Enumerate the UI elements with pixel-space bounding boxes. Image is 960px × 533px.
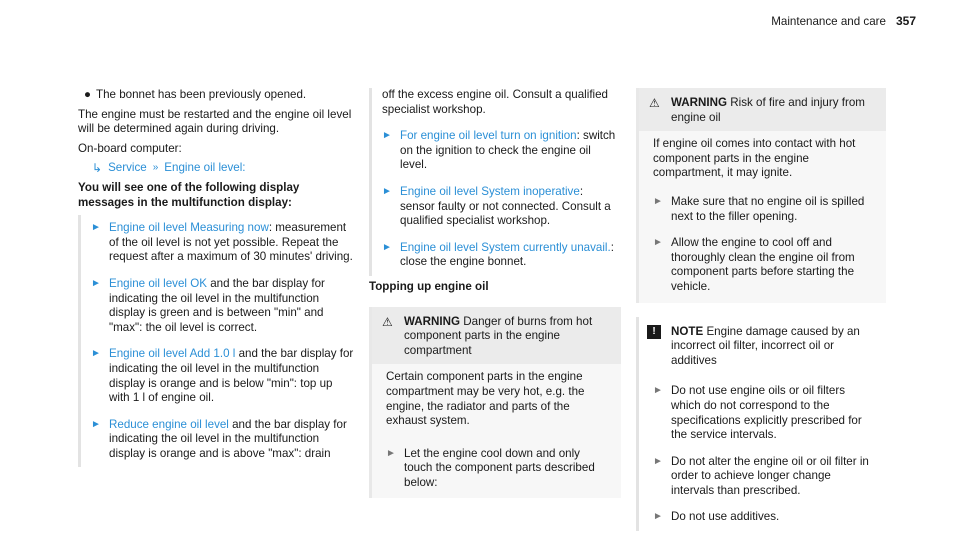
note-step: ► Do not use additives. <box>653 510 780 524</box>
play-arrow-icon: ► <box>653 195 663 207</box>
warning-header: ⚠ WARNING Risk of fire and injury from engine oil <box>639 88 886 131</box>
section-heading: Topping up engine oil <box>369 279 489 293</box>
play-arrow-icon: ► <box>382 241 392 253</box>
exclamation-icon: ! <box>647 325 661 339</box>
play-arrow-icon: ► <box>653 511 663 523</box>
column-2 <box>369 88 621 498</box>
warning-box <box>636 88 886 303</box>
play-arrow-icon: ► <box>653 455 663 467</box>
bullet-dot-icon: ● <box>84 88 92 101</box>
column-1 <box>78 88 354 467</box>
note-box <box>636 317 886 532</box>
message-item: ► Engine oil level OK and the bar display for indicating the oil level in the multifunction display is green and is between "min" and "max": the oil level is correct. <box>91 276 325 334</box>
message-item: ► Engine oil level System inoperative: sensor faulty or not connected. Consult a qualified specialist workshop. <box>382 184 611 228</box>
warning-triangle-icon: ⚠ <box>649 96 660 110</box>
menu-path <box>78 161 354 176</box>
section-title: Maintenance and care <box>771 15 886 28</box>
double-chevron-icon: » <box>152 162 159 174</box>
warning-step: ► Allow the engine to cool off and thoroughly clean the engine oil from component parts before starting the vehicle. <box>653 236 855 293</box>
message-item: ► Engine oil level System currently unavail.: close the engine bonnet. <box>382 240 614 269</box>
onboard-label: On-board computer: <box>78 141 182 155</box>
note-header: ! NOTE Engine damage caused by an incorrect oil filter, incorrect oil or additives <box>639 317 886 375</box>
message-item: ► Engine oil level Measuring now: measurement of the oil level is not yet possible. Repeat the request after a maximum of 30 minutes' driving. <box>91 221 353 264</box>
play-arrow-icon: ► <box>653 385 663 397</box>
message-item: ► Reduce engine oil level and the bar display for indicating the oil level in the multifunction display is orange and is above "max": drain <box>91 417 347 460</box>
message-item: ► For engine oil level turn on ignition: switch on the ignition to check the engine oil level. <box>382 129 616 172</box>
play-arrow-icon: ► <box>382 130 392 142</box>
crumb-service: Service <box>108 161 147 175</box>
play-arrow-icon: ► <box>386 447 396 459</box>
warning-body: If engine oil comes into contact with hot component parts in the engine compartment, it may ignite. <box>639 131 886 187</box>
play-arrow-icon: ► <box>91 418 101 430</box>
crumb-engine-oil-level: Engine oil level: <box>164 161 246 175</box>
warning-step: ► Make sure that no engine oil is spilled next to the filler opening. <box>653 194 865 223</box>
bullet-item: ● The bonnet has been previously opened. <box>84 88 307 101</box>
play-arrow-icon: ► <box>382 185 392 197</box>
section-heading: You will see one of the following display messages in the multifunction display: <box>78 180 300 209</box>
message-list <box>369 88 621 276</box>
page-header <box>771 14 916 30</box>
continued-text: off the excess engine oil. Consult a qualified specialist workshop. <box>382 88 609 116</box>
warning-box <box>369 307 621 499</box>
warning-header: ⚠ WARNING Danger of burns from hot component parts in the engine compartment <box>372 307 621 365</box>
paragraph: The engine must be restarted and the engine oil level will be determined again during driving. <box>78 107 352 136</box>
return-arrow-icon: ↳ <box>92 161 103 176</box>
note-step: ► Do not alter the engine oil or oil filter in order to achieve longer change intervals than prescribed. <box>653 454 869 497</box>
note-step: ► Do not use engine oils or oil filters which do not correspond to the specifications explicitly prescribed for the service intervals. <box>653 384 862 442</box>
message-list <box>78 215 354 467</box>
message-item: ► Engine oil level Add 1.0 l and the bar display for indicating the oil level in the multifunction display is orange and is below "min": top up with 1 l of engine oil. <box>91 347 354 405</box>
play-arrow-icon: ► <box>91 277 101 289</box>
column-3 <box>636 88 886 531</box>
warning-step: ► Let the engine cool down and only touch the component parts described below: <box>386 446 595 489</box>
page-number: 357 <box>895 14 916 28</box>
warning-triangle-icon: ⚠ <box>382 314 393 329</box>
play-arrow-icon: ► <box>91 222 101 234</box>
play-arrow-icon: ► <box>91 348 101 360</box>
play-arrow-icon: ► <box>653 237 663 249</box>
warning-body: Certain component parts in the engine compartment may be very hot, e.g. the engine, the radiator and parts of the exhaust system. <box>372 364 621 434</box>
